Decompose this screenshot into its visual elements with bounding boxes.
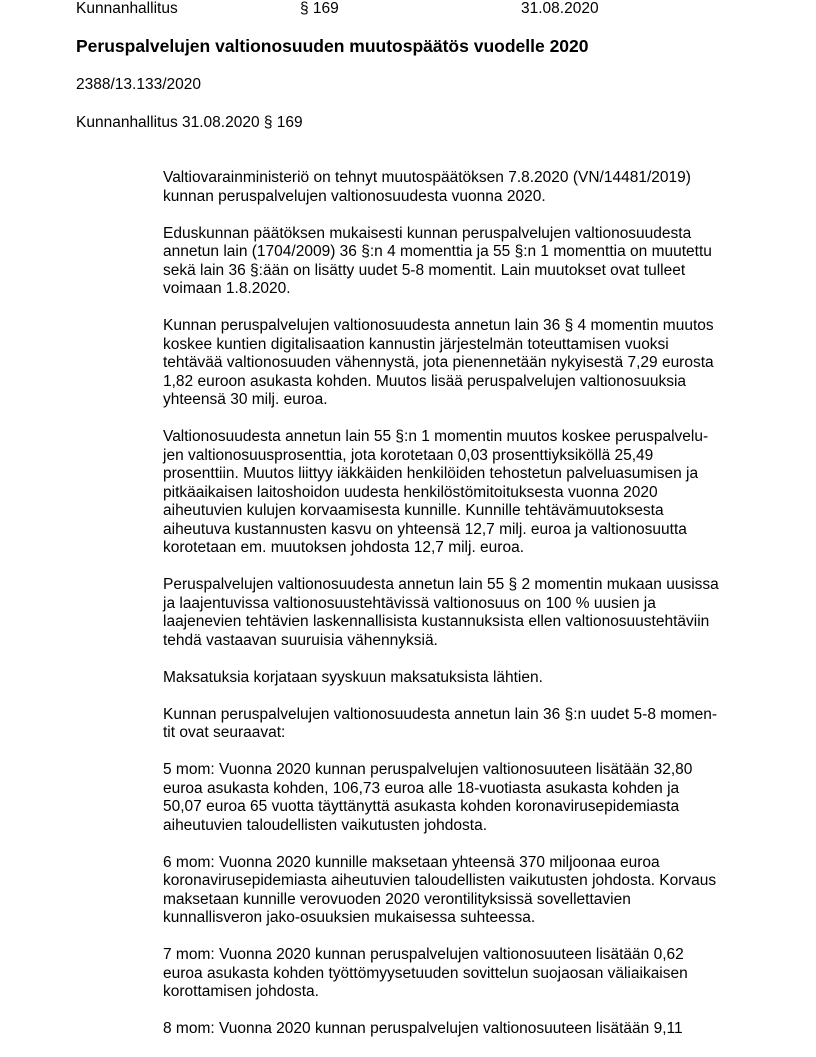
paragraph bbox=[163, 428, 719, 558]
paragraph-line: 6 mom: Vuonna 2020 kunnille maksetaan yhteensä 370 miljoonaa euroa bbox=[163, 853, 660, 871]
paragraph-line: prosenttiin. Muutos liittyy iäkkäiden henkilöiden tehostetun palveluasumisen ja bbox=[163, 465, 699, 482]
record-number: 2388/13.133/2020 bbox=[76, 76, 201, 93]
paragraph bbox=[163, 946, 719, 1002]
paragraph-line: koronavirusepidemiasta aiheutuvien taloudellisten vaikutusten johdosta. Korvaus bbox=[163, 872, 717, 889]
header-date: 31.08.2020 bbox=[521, 0, 599, 17]
paragraph-line: Maksatuksia korjataan syyskuun maksatuksista lähtien. bbox=[163, 668, 543, 686]
paragraph-line: tit ovat seuraavat: bbox=[163, 724, 286, 741]
paragraph-line: maksetaan kunnille verovuoden 2020 verontilityksissä sovellettavien bbox=[163, 890, 631, 908]
paragraph-line: aiheutuvien kulujen korvaamisesta kunnille. Kunnille tehtävämuutoksesta bbox=[163, 502, 664, 519]
paragraph-line: korottamisen johdosta. bbox=[163, 983, 319, 1000]
paragraph-line: korotetaan em. muutoksen johdosta 12,7 milj. euroa. bbox=[163, 539, 525, 556]
paragraph bbox=[163, 317, 719, 410]
paragraph-line: aiheutuvien taloudellisten vaikutusten johdosta. bbox=[163, 816, 488, 834]
paragraph-line: euroa asukasta kohden, 106,73 euroa alle 18-vuotiasta asukasta kohden ja bbox=[163, 779, 680, 797]
paragraph bbox=[163, 169, 719, 206]
header-section: § 169 bbox=[300, 0, 339, 17]
paragraph-line: ja laajentuvissa valtionosuustehtävissä valtionosuus on 100 % uusien ja bbox=[163, 594, 656, 612]
document-body bbox=[163, 169, 719, 1057]
document-title: Peruspalvelujen valtionosuuden muutospäätös vuodelle 2020 bbox=[76, 36, 589, 56]
paragraph-line: Kunnan peruspalvelujen valtionosuudesta annetun lain 36 §:n uudet 5-8 momen- bbox=[163, 705, 718, 723]
paragraph-line: Peruspalvelujen valtionosuudesta annetun lain 55 § 2 momentin mukaan uusissa bbox=[163, 576, 719, 593]
paragraph bbox=[163, 225, 719, 299]
paragraph-line: Kunnan peruspalvelujen valtionosuudesta annetun lain 36 § 4 momentin muutos bbox=[163, 317, 714, 334]
paragraph-line: Valtionosuudesta annetun lain 55 §:n 1 momentin muutos koskee peruspalvelu- bbox=[163, 428, 709, 445]
paragraph-line: Eduskunnan päätöksen mukaisesti kunnan peruspalvelujen valtionosuudesta bbox=[163, 224, 692, 242]
paragraph-line: Valtiovarainministeriö on tehnyt muutospäätöksen 7.8.2020 (VN/14481/2019) bbox=[163, 169, 691, 186]
paragraph bbox=[163, 761, 719, 835]
paragraph-line: kunnallisveron jako-osuuksien mukaisessa suhteessa. bbox=[163, 909, 536, 926]
paragraph bbox=[163, 669, 719, 688]
paragraph-line: 8 mom: Vuonna 2020 kunnan peruspalvelujen valtionosuuteen lisätään 9,11 bbox=[163, 1020, 683, 1037]
paragraph-line: aiheutuva kustannusten kasvu on yhteensä 12,7 milj. euroa ja valtionosuutta bbox=[163, 520, 687, 538]
paragraph bbox=[163, 576, 719, 650]
paragraph-line: tehdä vastaavan suuruisia vähennyksiä. bbox=[163, 631, 438, 649]
paragraph-line: 5 mom: Vuonna 2020 kunnan peruspalvelujen valtionosuuteen lisätään 32,80 bbox=[163, 761, 693, 778]
paragraph bbox=[163, 1020, 719, 1039]
paragraph-line: 50,07 euroa 65 vuotta täyttänyttä asukasta kohden koronavirusepidemiasta bbox=[163, 798, 680, 815]
paragraph-line: laajenevien tehtävien laskennallisista kustannuksista ellen valtionosuustehtäviin bbox=[163, 613, 710, 630]
paragraph-line: annetun lain (1704/2009) 36 §:n 4 momenttia ja 55 §:n 1 momenttia on muutettu bbox=[163, 243, 712, 260]
paragraph-line: yhteensä 30 milj. euroa. bbox=[163, 391, 328, 408]
paragraph-line: euroa asukasta kohden työttömyysetuuden sovittelun suojaosan väliaikaisen bbox=[163, 964, 688, 982]
paragraph bbox=[163, 706, 719, 743]
paragraph-line: sekä lain 36 §:ään on lisätty uudet 5-8 momentit. Lain muutokset ovat tulleet bbox=[163, 261, 686, 279]
paragraph bbox=[163, 854, 719, 928]
paragraph-line: pitkäaikaisen laitoshoidon uudesta henkilöstömitoituksesta vuonna 2020 bbox=[163, 483, 658, 501]
paragraph-line: 1,82 euroon asukasta kohden. Muutos lisää peruspalvelujen valtionosuuksia bbox=[163, 372, 687, 390]
meeting-reference: Kunnanhallitus 31.08.2020 § 169 bbox=[76, 114, 303, 131]
paragraph-line: 7 mom: Vuonna 2020 kunnan peruspalvelujen valtionosuuteen lisätään 0,62 bbox=[163, 946, 684, 963]
paragraph-line: koskee kuntien digitalisaation kannustin järjestelmän toteuttamisen vuoksi bbox=[163, 335, 669, 353]
paragraph-line: jen valtionosuusprosenttia, jota korotetaan 0,03 prosenttiyksiköllä 25,49 bbox=[163, 446, 654, 464]
header-body-name: Kunnanhallitus bbox=[76, 0, 178, 17]
paragraph-line: voimaan 1.8.2020. bbox=[163, 280, 291, 297]
paragraph-line: tehtävää valtionosuuden vähennystä, jota pienennetään nykyisestä 7,29 eurosta bbox=[163, 354, 714, 371]
paragraph-line: kunnan peruspalvelujen valtionosuudesta vuonna 2020. bbox=[163, 187, 546, 205]
